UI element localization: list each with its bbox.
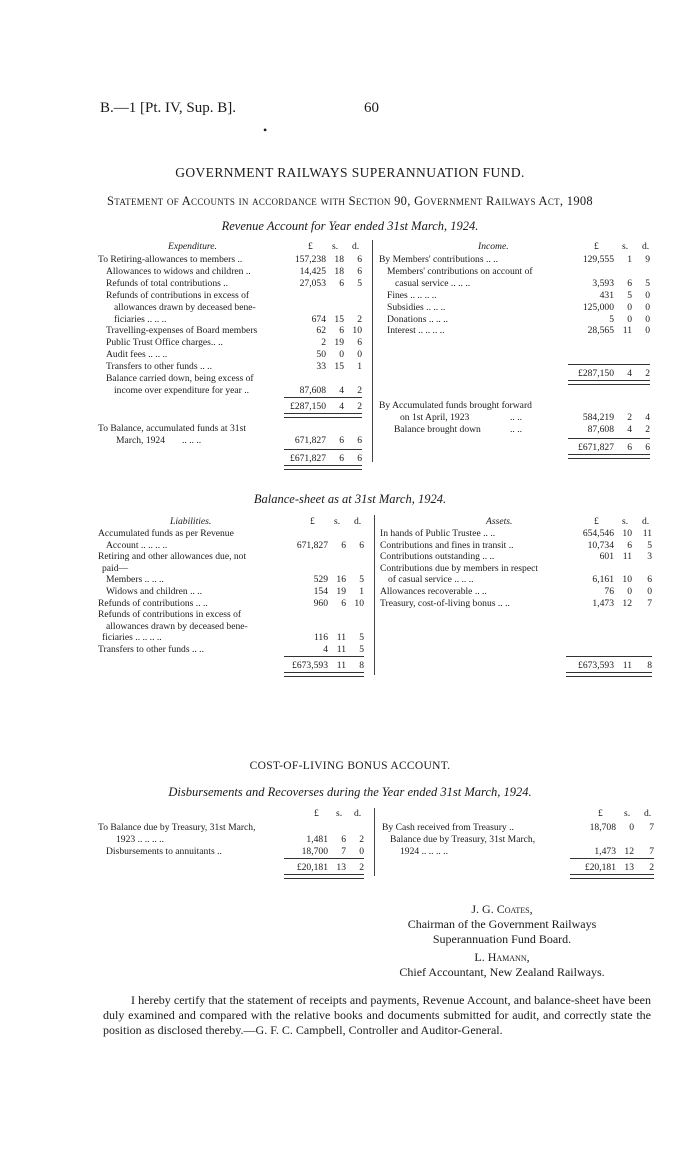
amount-s: 15 [334, 361, 344, 373]
amount-l: 2 [321, 337, 326, 349]
row-label: Balance carried down, being excess of [106, 373, 254, 384]
income-heading: Income. [478, 241, 509, 252]
currency-l-right: £ [598, 808, 603, 819]
revenue-right-balance-d1: 4 [645, 412, 650, 423]
amount-s: 0 [627, 301, 632, 313]
page-number: 60 [364, 100, 379, 116]
row-label: paid— [102, 562, 129, 574]
amount-d: 0 [645, 313, 650, 325]
currency-s-right: s. [622, 241, 629, 252]
rule [284, 858, 364, 859]
amount-d: 0 [647, 586, 652, 597]
amount-s: 11 [622, 325, 632, 337]
amount-d: 6 [357, 254, 362, 265]
liability-row [98, 644, 370, 656]
row-label: Transfers to other funds .. .. [106, 361, 212, 373]
bonus-row [98, 834, 370, 846]
row-label: In hands of Public Trustee .. .. [380, 528, 496, 539]
bonus-right-total: £20,181 [584, 862, 616, 873]
liability-row [98, 551, 370, 563]
amount-d: 6 [359, 539, 364, 551]
amount-l: 431 [599, 289, 614, 301]
bonus-row [382, 834, 654, 846]
revenue-left-total: £287,150 [290, 401, 326, 412]
income-row [379, 254, 651, 266]
liability-row [98, 621, 370, 633]
income-row [379, 314, 651, 326]
expenditure-row [98, 254, 368, 266]
revenue-left-final-total: £671,827 [290, 453, 326, 464]
revenue-right-balance-amt2: 87,608 [587, 424, 614, 435]
amount-s: 15 [334, 313, 344, 325]
revenue-right-balance-d2: 2 [645, 424, 650, 435]
row-label: 1923 .. .. .. .. [116, 833, 164, 845]
revenue-right-balance-s1: 2 [627, 412, 632, 423]
amount-d: 2 [359, 833, 364, 845]
amount-l: 116 [313, 632, 328, 644]
currency-s: s. [336, 808, 343, 819]
row-label: To Retiring-allowances to members .. [98, 254, 243, 265]
revenue-left-balance-line1: To Balance, accumulated funds at 31st [98, 423, 246, 434]
expenditure-row [98, 361, 368, 373]
column-divider [372, 240, 373, 462]
currency-l: £ [310, 516, 315, 527]
revenue-left-final-d: 6 [357, 453, 362, 464]
amount-l: 50 [316, 349, 326, 361]
bonus-left-total: £20,181 [296, 862, 328, 873]
page-reference: B.—1 [Pt. IV, Sup. B]. [100, 100, 236, 116]
row-label: Public Trust Office charges.. .. [106, 337, 223, 349]
amount-s: 18 [334, 254, 344, 265]
signatory-1-name: J. G. Coates, [471, 902, 533, 916]
row-label: casual service .. .. .. [395, 277, 471, 289]
bonus-right-total-s: 13 [624, 862, 634, 873]
amount-s: 1 [627, 254, 632, 265]
amount-d: 5 [359, 632, 364, 644]
assets-total-s: 11 [622, 660, 632, 671]
expenditure-row [98, 349, 368, 361]
bonus-row [382, 822, 654, 834]
amount-s: 7 [341, 845, 346, 857]
amount-d: 2 [357, 313, 362, 325]
rule [284, 656, 364, 657]
double-rule [568, 380, 650, 385]
bonus-left-total-d: 2 [359, 862, 364, 873]
revenue-left-balance-amt: 671,827 [294, 435, 326, 446]
asset-row [380, 563, 652, 575]
amount-d: 0 [645, 325, 650, 337]
row-label: of casual service .. .. .. [388, 574, 474, 586]
row-label: Members .. .. .. [106, 574, 164, 586]
amount-s: 19 [336, 586, 346, 597]
bonus-row [98, 846, 370, 858]
revenue-right-final-d: 6 [645, 442, 650, 453]
expenditure-row [98, 302, 368, 314]
row-label: Allowances to widows and children .. [106, 265, 251, 277]
rule [568, 438, 650, 439]
expenditure-row [98, 290, 368, 302]
bonus-right-total-d: 2 [649, 862, 654, 873]
currency-d: d. [352, 241, 360, 252]
row-label: Transfers to other funds .. .. [98, 644, 204, 655]
row-label: ficiaries .. .. .. .. [102, 632, 162, 644]
leader-dots: .. .. [510, 424, 522, 435]
expenditure-row [98, 266, 368, 278]
liability-row [98, 632, 370, 644]
double-rule [284, 672, 364, 677]
row-label: Refunds of total contributions .. [106, 277, 229, 289]
rule [566, 656, 652, 657]
asset-row [380, 574, 652, 586]
amount-l: 14,425 [299, 265, 326, 277]
asset-row [380, 598, 652, 610]
amount-l: 3,593 [592, 277, 614, 289]
currency-s: s. [334, 516, 341, 527]
income-row [379, 290, 651, 302]
amount-s: 6 [339, 277, 344, 289]
row-label: To Balance due by Treasury, 31st March, [98, 822, 256, 833]
asset-row [380, 551, 652, 563]
amount-d: 7 [649, 845, 654, 857]
amount-s: 12 [624, 845, 634, 857]
revenue-right-final-s: 6 [627, 442, 632, 453]
income-row [379, 325, 651, 337]
currency-s: s. [332, 241, 339, 252]
income-row [379, 266, 651, 278]
amount-l: 33 [316, 361, 326, 373]
assets-heading: Assets. [486, 516, 513, 527]
currency-d-right: d. [642, 516, 650, 527]
leader-dots: .. .. .. [182, 435, 202, 446]
currency-d: d. [354, 516, 362, 527]
assets-total-d: 8 [647, 660, 652, 671]
amount-s: 6 [341, 833, 346, 845]
revenue-right-final-total: £671,827 [578, 442, 614, 453]
row-label: Accumulated funds as per Revenue [98, 528, 234, 539]
revenue-left-final-s: 6 [339, 453, 344, 464]
amount-l: 27,053 [299, 277, 326, 289]
amount-d: 5 [359, 644, 364, 655]
row-label: Fines .. .. .. .. [387, 289, 437, 301]
bonus-row [382, 846, 654, 858]
revenue-left-balance-s: 6 [339, 435, 344, 446]
amount-d: 9 [645, 254, 650, 265]
amount-s: 0 [627, 313, 632, 325]
revenue-left-total-s: 4 [339, 401, 344, 412]
amount-d: 6 [357, 265, 362, 277]
amount-s: 0 [339, 349, 344, 361]
revenue-right-balance-amt1: 584,219 [582, 412, 614, 423]
amount-l: 18,708 [589, 822, 616, 833]
amount-s: 11 [336, 632, 346, 644]
amount-l: 674 [311, 313, 326, 325]
amount-d: 0 [357, 349, 362, 361]
amount-s: 10 [622, 574, 632, 586]
amount-l: 87,608 [299, 384, 326, 396]
column-divider [374, 808, 375, 876]
signatory-1-title-2: Superannuation Fund Board. [432, 932, 572, 946]
amount-s: 4 [339, 384, 344, 396]
amount-s: 12 [622, 597, 632, 609]
expenditure-heading: Expenditure. [168, 241, 217, 252]
amount-d: 5 [359, 574, 364, 586]
amount-l: 129,555 [582, 254, 614, 265]
amount-l: 1,473 [594, 845, 616, 857]
statement-heading: Statement of Accounts in accordance with Section 90, Government Railways Act, 1908 [107, 194, 593, 208]
asset-row [380, 586, 652, 598]
revenue-heading: Revenue Account for Year ended 31st March, 1924. [221, 219, 479, 233]
row-label: Contributions and fines in transit .. [380, 539, 514, 551]
amount-s: 6 [341, 539, 346, 551]
amount-s: 6 [339, 325, 344, 337]
amount-l: 1,473 [592, 597, 614, 609]
signatory-2-title: Chief Accountant, New Zealand Railways. [399, 965, 605, 979]
currency-l-right: £ [594, 516, 599, 527]
amount-l: 960 [313, 597, 328, 609]
amount-l: 154 [313, 586, 328, 597]
rule [568, 364, 650, 365]
amount-d: 0 [359, 845, 364, 857]
amount-s: 0 [629, 822, 634, 833]
row-label: ficiaries .. .. .. [114, 313, 167, 325]
amount-d: 10 [354, 597, 364, 609]
expenditure-row [98, 337, 368, 349]
amount-d: 6 [647, 574, 652, 586]
liability-row [98, 598, 370, 610]
liabilities-total-d: 8 [359, 660, 364, 671]
amount-d: 7 [647, 597, 652, 609]
amount-d: 10 [352, 325, 362, 337]
rule [570, 858, 654, 859]
balance-sheet-heading: Balance-sheet as at 31st March, 1924. [253, 492, 447, 506]
amount-d: 6 [357, 337, 362, 349]
amount-l: 671,827 [296, 539, 328, 551]
currency-s-right: s. [622, 516, 629, 527]
amount-d: 5 [645, 277, 650, 289]
row-label: By Members' contributions .. .. [379, 254, 498, 265]
bullet-mark: • [263, 123, 268, 137]
amount-l: 10,734 [587, 539, 614, 551]
row-label: Refunds of contributions in excess of [106, 289, 250, 301]
row-label: Interest .. .. .. .. [387, 325, 445, 337]
double-rule [284, 413, 362, 418]
row-label: Widows and children .. .. [106, 586, 203, 597]
asset-row [380, 528, 652, 540]
row-label: Account .. .. .. .. [106, 539, 168, 551]
amount-l: 125,000 [582, 301, 614, 313]
currency-d-right: d. [644, 808, 652, 819]
row-label: By Cash received from Treasury .. [382, 822, 514, 833]
amount-d: 11 [642, 528, 652, 539]
row-label: Treasury, cost-of-living bonus .. .. [380, 597, 510, 609]
bonus-left-total-s: 13 [336, 862, 346, 873]
expenditure-row [98, 385, 368, 397]
amount-s: 0 [627, 586, 632, 597]
amount-l: 1,481 [306, 833, 328, 845]
amount-s: 11 [336, 644, 346, 655]
double-rule [284, 874, 364, 879]
amount-l: 157,238 [294, 254, 326, 265]
amount-l: 76 [604, 586, 614, 597]
amount-l: 6,161 [592, 574, 614, 586]
amount-d: 0 [645, 301, 650, 313]
row-label: income over expenditure for year .. [114, 384, 250, 396]
row-label: Refunds of contributions .. .. [98, 597, 208, 609]
currency-l-right: £ [594, 241, 599, 252]
amount-d: 3 [647, 551, 652, 563]
liabilities-total-s: 11 [336, 660, 346, 671]
liability-row [98, 540, 370, 552]
revenue-right-balance-line3: Balance brought down [394, 424, 481, 435]
row-label: Audit fees .. .. .. [106, 349, 168, 361]
liability-row [98, 528, 370, 540]
amount-l: 601 [599, 551, 614, 563]
amount-s: 10 [622, 528, 632, 539]
currency-l: £ [314, 808, 319, 819]
expenditure-row [98, 278, 368, 290]
row-label: allowances drawn by deceased bene- [106, 620, 248, 632]
currency-s-right: s. [624, 808, 631, 819]
expenditure-row [98, 373, 368, 385]
amount-l: 5 [609, 313, 614, 325]
row-label: Members' contributions on account of [387, 265, 533, 277]
amount-l: 18,700 [301, 845, 328, 857]
amount-l: 4 [323, 644, 328, 655]
currency-d-right: d. [642, 241, 650, 252]
amount-l: 529 [313, 574, 328, 586]
expenditure-row [98, 325, 368, 337]
assets-total: £673,593 [578, 660, 614, 671]
liabilities-heading: Liabilities. [170, 516, 212, 527]
row-label: Subsidies .. .. .. [387, 301, 446, 313]
amount-s: 19 [334, 337, 344, 349]
income-row [379, 302, 651, 314]
amount-d: 5 [647, 539, 652, 551]
asset-row [380, 540, 652, 552]
amount-d: 0 [645, 289, 650, 301]
currency-d: d. [354, 808, 362, 819]
amount-l: 62 [316, 325, 326, 337]
amount-l: 28,565 [587, 325, 614, 337]
amount-d: 2 [357, 384, 362, 396]
rule [284, 397, 362, 398]
amount-d: 7 [649, 822, 654, 833]
row-label: Donations .. .. .. [387, 313, 449, 325]
document-title: GOVERNMENT RAILWAYS SUPERANNUATION FUND. [175, 165, 525, 180]
row-label: 1924 .. .. .. .. [400, 845, 448, 857]
income-row [379, 278, 651, 290]
amount-d: 1 [359, 586, 364, 597]
revenue-right-balance-line2: on 1st April, 1923 [400, 412, 470, 423]
amount-s: 5 [627, 289, 632, 301]
revenue-left-balance-line2: March, 1924 [116, 435, 166, 446]
row-label: Disbursements to annuitants .. [106, 845, 222, 857]
row-label: Contributions due by members in respect [380, 562, 539, 574]
amount-s: 16 [336, 574, 346, 586]
revenue-left-balance-d: 6 [357, 435, 362, 446]
row-label: Contributions outstanding .. .. [380, 551, 495, 563]
currency-l: £ [308, 241, 313, 252]
amount-d: 5 [357, 277, 362, 289]
row-label: Allowances recoverable .. .. [380, 586, 487, 597]
bonus-title: COST-OF-LIVING BONUS ACCOUNT. [249, 760, 451, 772]
column-divider [374, 515, 375, 675]
revenue-right-balance-s2: 4 [627, 424, 632, 435]
double-rule [566, 672, 652, 677]
liability-row [98, 586, 370, 598]
revenue-right-total-d: 2 [645, 368, 650, 379]
liabilities-total: £673,593 [292, 660, 328, 671]
revenue-left-total-d: 2 [357, 401, 362, 412]
amount-s: 6 [627, 277, 632, 289]
liability-row [98, 609, 370, 621]
rule [284, 449, 362, 450]
bonus-heading: Disbursements and Recoverses during the Year ended 31st March, 1924. [168, 785, 532, 799]
amount-s: 11 [622, 551, 632, 563]
row-label: allowances drawn by deceased bene- [114, 301, 256, 313]
expenditure-row [98, 314, 368, 326]
liability-row [98, 563, 370, 575]
revenue-right-total: £287,150 [578, 368, 614, 379]
bonus-row [98, 822, 370, 834]
amount-s: 6 [341, 597, 346, 609]
row-label: Retiring and other allowances due, not [98, 551, 247, 563]
row-label: Travelling-expenses of Board members [106, 325, 258, 337]
audit-certification: I hereby certify that the statement of receipts and payments, Revenue Account, and balance-sheet have been duly examined and compared with the relative books and documents submitted for audit, and correctly state the position as disclosed thereby.—G. F. C. Campbell, Controller and Auditor-General. [103, 993, 651, 1037]
amount-d: 1 [357, 361, 362, 373]
amount-s: 6 [627, 539, 632, 551]
signatory-2-name: L. Hamann, [474, 950, 530, 964]
revenue-right-total-s: 4 [627, 368, 632, 379]
row-label: Balance due by Treasury, 31st March, [390, 833, 536, 845]
double-rule [284, 465, 362, 470]
signatory-1-title-1: Chairman of the Government Railways [407, 917, 597, 931]
leader-dots: .. .. [510, 412, 522, 423]
double-rule [570, 874, 654, 879]
revenue-right-balance-line1: By Accumulated funds brought forward [379, 400, 532, 411]
amount-l: 654,546 [582, 528, 614, 539]
row-label: Refunds of contributions in excess of [98, 609, 242, 621]
liability-row [98, 574, 370, 586]
amount-s: 18 [334, 265, 344, 277]
double-rule [568, 454, 650, 459]
